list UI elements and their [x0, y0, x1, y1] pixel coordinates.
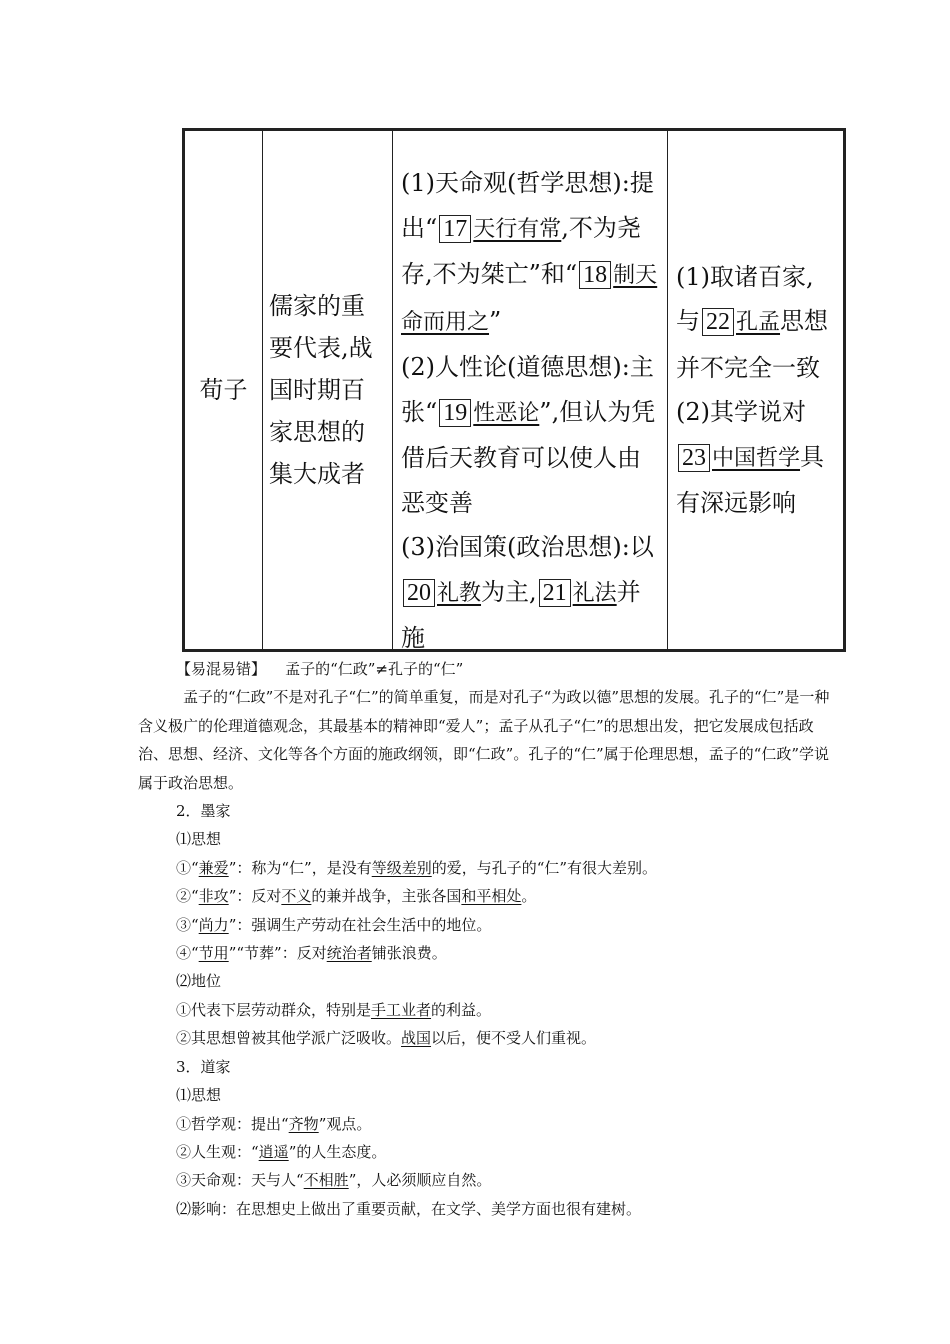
underlined-term: 非攻: [198, 887, 229, 906]
mojia-item-2: [138, 882, 838, 910]
daojia-item-2: [138, 1138, 838, 1166]
blank-number-20: 20: [403, 579, 435, 607]
text-run: ④“: [176, 944, 199, 963]
underlined-term: 不相胜: [303, 1171, 349, 1190]
renxing-end: ”,但认为凭借后天教育可以使人由恶变善: [401, 397, 656, 517]
mojia-item-3: [138, 911, 838, 939]
tip-body: 孟子的“仁政”不是对孔子“仁”的简单重复，而是对孔子“为政以德”思想的发展。孔子的“仁”是一种含义极广的伦理道德观念，其最基本的精神即“爱人”；孟子从孔子“仁”的思想出发，把它发展成包括政治、思想、经济、文化等各个方面的施政纲领，即“仁政”。孔子的“仁”属于伦理思想，孟子的“仁政”学说属于政治思想。: [138, 688, 830, 792]
tianming-prefix: 提出“: [401, 169, 654, 242]
mojia-status-heading: ⑵地位: [176, 972, 222, 991]
text-run: ”，人必须顺应自然。: [348, 1171, 492, 1190]
person-name: 荀子: [199, 376, 248, 404]
answer-18: 制天命而用之: [401, 263, 658, 335]
eval-2-end: 具有深远影响: [676, 442, 825, 517]
text-run: ”观点。: [318, 1114, 372, 1133]
underlined-term: 等级差别: [371, 858, 432, 877]
answer-22: 孔孟: [736, 310, 781, 335]
text-run: ②人生观：“: [176, 1142, 259, 1161]
answer-21: 礼法: [572, 580, 617, 606]
blank-number-17: 17: [439, 215, 471, 243]
zhiguo-middle: 为主,: [481, 577, 537, 606]
blank-number-21: 21: [539, 579, 571, 607]
underlined-term: 尚力: [198, 915, 229, 934]
renxing-heading: (2)人性论(道德思想):: [401, 353, 630, 381]
underlined-term: 统治者: [326, 944, 372, 963]
mojia-status-1: [138, 996, 838, 1024]
zhiguo-end: 并施: [401, 577, 641, 652]
text-run: 的兼并战争，主张各国: [311, 887, 462, 906]
mojia-status-2: [138, 1024, 838, 1052]
mojia-thought-heading: ⑴思想: [176, 830, 222, 849]
answer-17: 天行有常: [473, 216, 562, 242]
mojia-item-1: [138, 854, 838, 882]
text-run: ”：称为“仁”，是没有: [228, 858, 372, 877]
text-run: 。: [521, 887, 537, 906]
text-run: ①“: [176, 858, 199, 877]
blank-number-19: 19: [439, 399, 471, 427]
position-text: 儒家的重要代表,战国时期百家思想的集大成者: [269, 292, 373, 488]
daojia-influence: ⑵影响：在思想史上做出了重要贡献，在文学、美学方面也很有建树。: [176, 1199, 642, 1218]
thought-text: [401, 161, 661, 652]
daojia-title: 3．道家: [176, 1057, 231, 1076]
evaluation-cell: [668, 131, 843, 649]
text-run: 铺张浪费。: [371, 944, 447, 963]
answer-19: 性恶论: [473, 400, 540, 426]
text-run: ”：反对: [228, 887, 282, 906]
renxing-prefix: 主张“: [401, 353, 654, 426]
text-run: ②其思想曾被其他学派广泛吸收。: [176, 1029, 402, 1048]
tianming-end: ”: [489, 306, 502, 335]
underlined-term: 节用: [198, 944, 229, 963]
text-run: ”“节葬”：反对: [228, 944, 327, 963]
evaluation-text: [676, 255, 837, 526]
tianming-middle: ,不为尧存,不为桀亡”和“: [401, 213, 641, 288]
notes-section: [138, 655, 838, 1223]
underlined-term: 齐物: [288, 1114, 319, 1133]
underlined-term: 手工业者: [371, 1000, 432, 1019]
daojia-item-1: [138, 1110, 838, 1138]
underlined-term: 逍遥: [258, 1142, 289, 1161]
text-run: ①哲学观：提出“: [176, 1114, 289, 1133]
text-run: ①代表下层劳动群众，特别是: [176, 1000, 372, 1019]
daojia-thought-heading: ⑴思想: [176, 1086, 222, 1105]
mojia-title: 2．墨家: [176, 802, 231, 821]
text-run: 的利益。: [431, 1000, 492, 1019]
tip-title: 孟子的“仁政”≠孔子的“仁”: [285, 660, 464, 678]
xunzi-table: [182, 128, 846, 652]
mojia-item-4: [138, 939, 838, 967]
text-run: ②“: [176, 887, 199, 906]
text-run: ③“: [176, 915, 199, 934]
answer-23: 中国哲学: [712, 445, 801, 471]
zhiguo-heading: (3)治国策(政治思想):: [401, 533, 630, 561]
underlined-term: 不义: [281, 887, 312, 906]
underlined-term: 和平相处: [461, 887, 522, 906]
eval-1-end: 思想并不完全一致: [676, 307, 829, 382]
eval-1-prefix: (1)取诸百家,与: [676, 262, 814, 335]
eval-2-prefix: (2)其学说对: [676, 398, 806, 426]
blank-number-22: 22: [702, 308, 734, 336]
underlined-term: 兼爱: [198, 858, 229, 877]
blank-number-23: 23: [678, 444, 710, 472]
underlined-term: 战国: [401, 1029, 432, 1048]
tip-heading: [138, 655, 838, 683]
zhiguo-prefix: 以: [629, 533, 654, 561]
text-run: 的爱，与孔子的“仁”有很大差别。: [431, 858, 658, 877]
text-run: 以后，便不受人们重视。: [431, 1029, 597, 1048]
position-cell: [263, 131, 393, 649]
person-cell: [185, 131, 263, 649]
thought-cell: [393, 131, 668, 652]
answer-20: 礼教: [437, 580, 482, 606]
tip-label: 【易混易错】: [176, 660, 267, 678]
blank-number-18: 18: [579, 261, 611, 289]
text-run: ”的人生态度。: [288, 1142, 387, 1161]
tianming-heading: (1)天命观(哲学思想):: [401, 169, 630, 197]
text-run: ③天命观：天与人“: [176, 1171, 304, 1190]
daojia-item-3: [138, 1166, 838, 1194]
text-run: ”：强调生产劳动在社会生活中的地位。: [228, 915, 492, 934]
